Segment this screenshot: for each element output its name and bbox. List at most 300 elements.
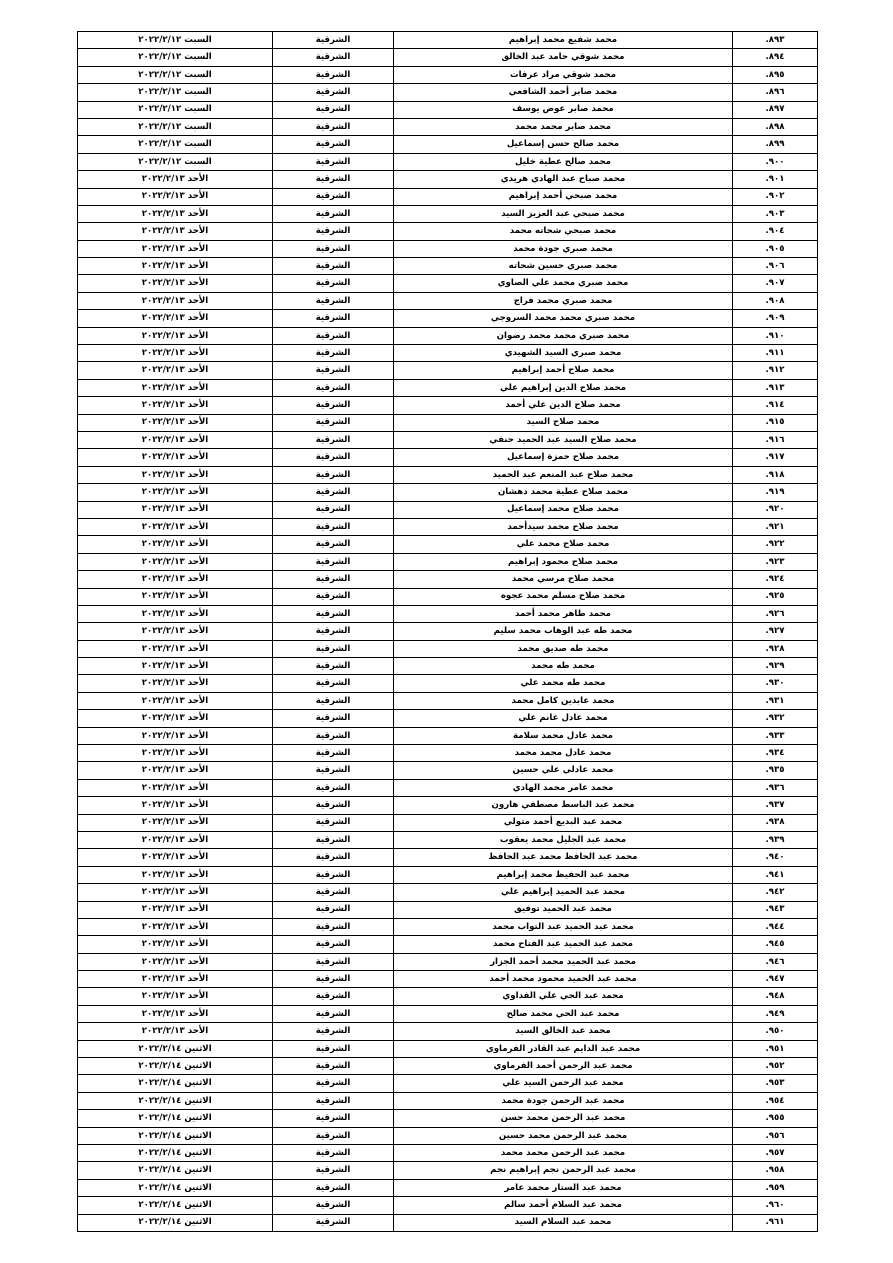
person-name-cell: محمد شوقي حامد عبد الخالق bbox=[394, 49, 733, 66]
governorate-cell: الشرقية bbox=[273, 310, 394, 327]
person-name-cell: محمد صبحي شحاته محمد bbox=[394, 223, 733, 240]
table-row bbox=[78, 258, 818, 275]
table-row bbox=[78, 32, 818, 49]
row-number-cell: ٩٢٢. bbox=[733, 536, 818, 553]
row-number-cell: ٩١٠. bbox=[733, 327, 818, 344]
date-cell: الأحد ٢٠٢٢/٢/١٣ bbox=[78, 345, 273, 362]
person-name-cell: محمد صالح عطية خليل bbox=[394, 153, 733, 170]
date-cell: الأحد ٢٠٢٢/٢/١٣ bbox=[78, 258, 273, 275]
table-row bbox=[78, 66, 818, 83]
person-name-cell: محمد صلاح حمزة إسماعيل bbox=[394, 449, 733, 466]
person-name-cell: محمد عبد الرحمن نجم إبراهيم نجم bbox=[394, 1162, 733, 1179]
governorate-cell: الشرقية bbox=[273, 153, 394, 170]
table-row bbox=[78, 918, 818, 935]
date-cell: السبت ٢٠٢٢/٢/١٢ bbox=[78, 101, 273, 118]
row-number-cell: ٩٥٣. bbox=[733, 1075, 818, 1092]
table-row bbox=[78, 153, 818, 170]
governorate-cell: الشرقية bbox=[273, 466, 394, 483]
governorate-cell: الشرقية bbox=[273, 623, 394, 640]
date-cell: الأحد ٢٠٢٢/٢/١٣ bbox=[78, 831, 273, 848]
governorate-cell: الشرقية bbox=[273, 710, 394, 727]
person-name-cell: محمد عبد الدايم عبد القادر الفرماوي bbox=[394, 1040, 733, 1057]
governorate-cell: الشرقية bbox=[273, 988, 394, 1005]
governorate-cell: الشرقية bbox=[273, 762, 394, 779]
person-name-cell: محمد صلاح محمود إبراهيم bbox=[394, 553, 733, 570]
person-name-cell: محمد صلاح عبد المنعم عبد الحميد bbox=[394, 466, 733, 483]
table-row bbox=[78, 1214, 818, 1231]
date-cell: الاثنين ٢٠٢٢/٢/١٤ bbox=[78, 1197, 273, 1214]
row-number-cell: ٨٩٣. bbox=[733, 32, 818, 49]
row-number-cell: ٩٠١. bbox=[733, 171, 818, 188]
table-row bbox=[78, 327, 818, 344]
person-name-cell: محمد عبد الستار محمد عامر bbox=[394, 1179, 733, 1196]
table-row bbox=[78, 431, 818, 448]
governorate-cell: الشرقية bbox=[273, 971, 394, 988]
table-row bbox=[78, 797, 818, 814]
date-cell: الأحد ٢٠٢٢/٢/١٣ bbox=[78, 553, 273, 570]
date-cell: الأحد ٢٠٢٢/٢/١٣ bbox=[78, 692, 273, 709]
governorate-cell: الشرقية bbox=[273, 1127, 394, 1144]
date-cell: الأحد ٢٠٢٢/٢/١٣ bbox=[78, 484, 273, 501]
governorate-cell: الشرقية bbox=[273, 431, 394, 448]
person-name-cell: محمد طه محمد علي bbox=[394, 675, 733, 692]
governorate-cell: الشرقية bbox=[273, 188, 394, 205]
governorate-cell: الشرقية bbox=[273, 449, 394, 466]
date-cell: السبت ٢٠٢٢/٢/١٢ bbox=[78, 84, 273, 101]
governorate-cell: الشرقية bbox=[273, 1179, 394, 1196]
person-name-cell: محمد صلاح مسلم محمد عجوه bbox=[394, 588, 733, 605]
governorate-cell: الشرقية bbox=[273, 84, 394, 101]
date-cell: الأحد ٢٠٢٢/٢/١٣ bbox=[78, 918, 273, 935]
person-name-cell: محمد شوقي مراد عرفات bbox=[394, 66, 733, 83]
governorate-cell: الشرقية bbox=[273, 240, 394, 257]
date-cell: الأحد ٢٠٢٢/٢/١٣ bbox=[78, 1005, 273, 1022]
table-row bbox=[78, 1110, 818, 1127]
date-cell: الأحد ٢٠٢٢/٢/١٣ bbox=[78, 588, 273, 605]
table-row bbox=[78, 136, 818, 153]
person-name-cell: محمد عبد الحافظ محمد عبد الحافظ bbox=[394, 849, 733, 866]
person-name-cell: محمد عبد الحميد إبراهيم علي bbox=[394, 884, 733, 901]
person-name-cell: محمد عبد الحميد عبد التواب محمد bbox=[394, 918, 733, 935]
person-name-cell: محمد عبد البديع أحمد متولي bbox=[394, 814, 733, 831]
governorate-cell: الشرقية bbox=[273, 553, 394, 570]
governorate-cell: الشرقية bbox=[273, 884, 394, 901]
row-number-cell: ٩١١. bbox=[733, 345, 818, 362]
person-name-cell: محمد صلاح محمد إسماعيل bbox=[394, 501, 733, 518]
table-row bbox=[78, 692, 818, 709]
date-cell: الأحد ٢٠٢٢/٢/١٣ bbox=[78, 571, 273, 588]
governorate-cell: الشرقية bbox=[273, 745, 394, 762]
table-row bbox=[78, 1197, 818, 1214]
person-name-cell: محمد صلاح أحمد إبراهيم bbox=[394, 362, 733, 379]
row-number-cell: ٩٠٢. bbox=[733, 188, 818, 205]
table-row bbox=[78, 362, 818, 379]
date-cell: الاثنين ٢٠٢٢/٢/١٤ bbox=[78, 1214, 273, 1231]
table-row bbox=[78, 1023, 818, 1040]
governorate-cell: الشرقية bbox=[273, 66, 394, 83]
date-cell: الاثنين ٢٠٢٢/٢/١٤ bbox=[78, 1179, 273, 1196]
person-name-cell: محمد طه محمد bbox=[394, 658, 733, 675]
row-number-cell: ٩٤٢. bbox=[733, 884, 818, 901]
person-name-cell: محمد عادل محمد محمد bbox=[394, 745, 733, 762]
table-row bbox=[78, 779, 818, 796]
date-cell: الأحد ٢٠٢٢/٢/١٣ bbox=[78, 501, 273, 518]
row-number-cell: ٨٩٤. bbox=[733, 49, 818, 66]
governorate-cell: الشرقية bbox=[273, 1005, 394, 1022]
date-cell: الأحد ٢٠٢٢/٢/١٣ bbox=[78, 727, 273, 744]
governorate-cell: الشرقية bbox=[273, 101, 394, 118]
table-row bbox=[78, 901, 818, 918]
person-name-cell: محمد صبري محمد محمد رضوان bbox=[394, 327, 733, 344]
table-row bbox=[78, 605, 818, 622]
governorate-cell: الشرقية bbox=[273, 1092, 394, 1109]
person-name-cell: محمد عبد الرحمن جودة محمد bbox=[394, 1092, 733, 1109]
row-number-cell: ٩٣١. bbox=[733, 692, 818, 709]
governorate-cell: الشرقية bbox=[273, 571, 394, 588]
table-row bbox=[78, 953, 818, 970]
table-row bbox=[78, 1179, 818, 1196]
person-name-cell: محمد عبد الجليل محمد يعقوب bbox=[394, 831, 733, 848]
row-number-cell: ٩٣٥. bbox=[733, 762, 818, 779]
date-cell: الاثنين ٢٠٢٢/٢/١٤ bbox=[78, 1075, 273, 1092]
date-cell: الأحد ٢٠٢٢/٢/١٣ bbox=[78, 988, 273, 1005]
date-cell: السبت ٢٠٢٢/٢/١٢ bbox=[78, 49, 273, 66]
row-number-cell: ٩٤٠. bbox=[733, 849, 818, 866]
governorate-cell: الشرقية bbox=[273, 362, 394, 379]
roster-body bbox=[78, 32, 818, 1232]
table-row bbox=[78, 84, 818, 101]
governorate-cell: الشرقية bbox=[273, 118, 394, 135]
row-number-cell: ٩٠٧. bbox=[733, 275, 818, 292]
row-number-cell: ٩٣٣. bbox=[733, 727, 818, 744]
date-cell: الأحد ٢٠٢٢/٢/١٣ bbox=[78, 240, 273, 257]
table-row bbox=[78, 205, 818, 222]
date-cell: السبت ٢٠٢٢/٢/١٢ bbox=[78, 66, 273, 83]
person-name-cell: محمد صلاح الدين إبراهيم علي bbox=[394, 379, 733, 396]
row-number-cell: ٩٢٤. bbox=[733, 571, 818, 588]
governorate-cell: الشرقية bbox=[273, 275, 394, 292]
person-name-cell: محمد صابر عوض يوسف bbox=[394, 101, 733, 118]
table-row bbox=[78, 710, 818, 727]
governorate-cell: الشرقية bbox=[273, 1214, 394, 1231]
table-row bbox=[78, 118, 818, 135]
person-name-cell: محمد صبري جودة محمد bbox=[394, 240, 733, 257]
row-number-cell: ٨٩٥. bbox=[733, 66, 818, 83]
table-row bbox=[78, 379, 818, 396]
date-cell: الاثنين ٢٠٢٢/٢/١٤ bbox=[78, 1145, 273, 1162]
person-name-cell: محمد عامر محمد الهادي bbox=[394, 779, 733, 796]
date-cell: الأحد ٢٠٢٢/٢/١٣ bbox=[78, 762, 273, 779]
person-name-cell: محمد صلاح محمد سيدأحمد bbox=[394, 518, 733, 535]
governorate-cell: الشرقية bbox=[273, 797, 394, 814]
governorate-cell: الشرقية bbox=[273, 1110, 394, 1127]
governorate-cell: الشرقية bbox=[273, 849, 394, 866]
person-name-cell: محمد صبحي عبد العزيز السيد bbox=[394, 205, 733, 222]
governorate-cell: الشرقية bbox=[273, 779, 394, 796]
table-row bbox=[78, 240, 818, 257]
row-number-cell: ٩٠٦. bbox=[733, 258, 818, 275]
row-number-cell: ٩٥٧. bbox=[733, 1145, 818, 1162]
governorate-cell: الشرقية bbox=[273, 1058, 394, 1075]
table-row bbox=[78, 397, 818, 414]
date-cell: الأحد ٢٠٢٢/٢/١٣ bbox=[78, 327, 273, 344]
row-number-cell: ٩٥١. bbox=[733, 1040, 818, 1057]
row-number-cell: ٩٥٠. bbox=[733, 1023, 818, 1040]
governorate-cell: الشرقية bbox=[273, 1075, 394, 1092]
person-name-cell: محمد صابر أحمد الشافعي bbox=[394, 84, 733, 101]
roster-table bbox=[77, 31, 818, 1232]
governorate-cell: الشرقية bbox=[273, 518, 394, 535]
date-cell: الأحد ٢٠٢٢/٢/١٣ bbox=[78, 431, 273, 448]
person-name-cell: محمد صبري حسين شحاته bbox=[394, 258, 733, 275]
governorate-cell: الشرقية bbox=[273, 727, 394, 744]
governorate-cell: الشرقية bbox=[273, 588, 394, 605]
table-row bbox=[78, 1092, 818, 1109]
table-row bbox=[78, 1127, 818, 1144]
date-cell: الاثنين ٢٠٢٢/٢/١٤ bbox=[78, 1127, 273, 1144]
row-number-cell: ٩١٢. bbox=[733, 362, 818, 379]
governorate-cell: الشرقية bbox=[273, 223, 394, 240]
table-row bbox=[78, 745, 818, 762]
row-number-cell: ٩٠٥. bbox=[733, 240, 818, 257]
person-name-cell: محمد عبد الرحمن محمد حسين bbox=[394, 1127, 733, 1144]
person-name-cell: محمد عبد الباسط مصطفي هارون bbox=[394, 797, 733, 814]
date-cell: الأحد ٢٠٢٢/٢/١٣ bbox=[78, 814, 273, 831]
table-row bbox=[78, 988, 818, 1005]
person-name-cell: محمد طاهر محمد أحمد bbox=[394, 605, 733, 622]
row-number-cell: ٩٤٦. bbox=[733, 953, 818, 970]
governorate-cell: الشرقية bbox=[273, 814, 394, 831]
date-cell: الأحد ٢٠٢٢/٢/١٣ bbox=[78, 779, 273, 796]
table-row bbox=[78, 640, 818, 657]
row-number-cell: ٩١٩. bbox=[733, 484, 818, 501]
row-number-cell: ٩٣٠. bbox=[733, 675, 818, 692]
governorate-cell: الشرقية bbox=[273, 536, 394, 553]
table-row bbox=[78, 553, 818, 570]
person-name-cell: محمد صالح حسن إسماعيل bbox=[394, 136, 733, 153]
date-cell: الأحد ٢٠٢٢/٢/١٣ bbox=[78, 623, 273, 640]
person-name-cell: محمد عادلي علي حسين bbox=[394, 762, 733, 779]
person-name-cell: محمد عبد السلام السيد bbox=[394, 1214, 733, 1231]
table-row bbox=[78, 501, 818, 518]
row-number-cell: ٩٠٨. bbox=[733, 292, 818, 309]
person-name-cell: محمد صباح عبد الهادي هريدي bbox=[394, 171, 733, 188]
row-number-cell: ٩١٧. bbox=[733, 449, 818, 466]
row-number-cell: ٨٩٨. bbox=[733, 118, 818, 135]
date-cell: الأحد ٢٠٢٢/٢/١٣ bbox=[78, 275, 273, 292]
table-row bbox=[78, 275, 818, 292]
table-row bbox=[78, 345, 818, 362]
date-cell: الأحد ٢٠٢٢/٢/١٣ bbox=[78, 223, 273, 240]
person-name-cell: محمد عبد الرحمن السيد علي bbox=[394, 1075, 733, 1092]
date-cell: الاثنين ٢٠٢٢/٢/١٤ bbox=[78, 1040, 273, 1057]
person-name-cell: محمد طه صديق محمد bbox=[394, 640, 733, 657]
governorate-cell: الشرقية bbox=[273, 397, 394, 414]
row-number-cell: ٩٥٥. bbox=[733, 1110, 818, 1127]
person-name-cell: محمد صلاح السيد bbox=[394, 414, 733, 431]
row-number-cell: ٩٢١. bbox=[733, 518, 818, 535]
table-row bbox=[78, 588, 818, 605]
person-name-cell: محمد عبد الخالق السيد bbox=[394, 1023, 733, 1040]
table-row bbox=[78, 49, 818, 66]
person-name-cell: محمد عبد الحفيظ محمد إبراهيم bbox=[394, 866, 733, 883]
governorate-cell: الشرقية bbox=[273, 258, 394, 275]
row-number-cell: ٩٠٤. bbox=[733, 223, 818, 240]
governorate-cell: الشرقية bbox=[273, 640, 394, 657]
table-row bbox=[78, 466, 818, 483]
table-row bbox=[78, 310, 818, 327]
table-row bbox=[78, 1058, 818, 1075]
governorate-cell: الشرقية bbox=[273, 605, 394, 622]
date-cell: الأحد ٢٠٢٢/٢/١٣ bbox=[78, 849, 273, 866]
date-cell: الأحد ٢٠٢٢/٢/١٣ bbox=[78, 797, 273, 814]
person-name-cell: محمد عبد السلام أحمد سالم bbox=[394, 1197, 733, 1214]
row-number-cell: ٩١٥. bbox=[733, 414, 818, 431]
table-row bbox=[78, 449, 818, 466]
date-cell: الأحد ٢٠٢٢/٢/١٣ bbox=[78, 640, 273, 657]
date-cell: الأحد ٢٠٢٢/٢/١٣ bbox=[78, 518, 273, 535]
date-cell: الأحد ٢٠٢٢/٢/١٣ bbox=[78, 397, 273, 414]
governorate-cell: الشرقية bbox=[273, 918, 394, 935]
row-number-cell: ٩١٦. bbox=[733, 431, 818, 448]
governorate-cell: الشرقية bbox=[273, 866, 394, 883]
date-cell: الأحد ٢٠٢٢/٢/١٣ bbox=[78, 675, 273, 692]
governorate-cell: الشرقية bbox=[273, 345, 394, 362]
person-name-cell: محمد صلاح الدين علي أحمد bbox=[394, 397, 733, 414]
governorate-cell: الشرقية bbox=[273, 936, 394, 953]
row-number-cell: ٩٢٥. bbox=[733, 588, 818, 605]
row-number-cell: ٩٣٧. bbox=[733, 797, 818, 814]
date-cell: الأحد ٢٠٢٢/٢/١٣ bbox=[78, 936, 273, 953]
date-cell: الأحد ٢٠٢٢/٢/١٣ bbox=[78, 884, 273, 901]
date-cell: السبت ٢٠٢٢/٢/١٢ bbox=[78, 118, 273, 135]
person-name-cell: محمد طه عبد الوهاب محمد سليم bbox=[394, 623, 733, 640]
row-number-cell: ٩٢٩. bbox=[733, 658, 818, 675]
date-cell: الأحد ٢٠٢٢/٢/١٣ bbox=[78, 205, 273, 222]
row-number-cell: ٩٠٩. bbox=[733, 310, 818, 327]
table-row bbox=[78, 101, 818, 118]
date-cell: الأحد ٢٠٢٢/٢/١٣ bbox=[78, 414, 273, 431]
governorate-cell: الشرقية bbox=[273, 692, 394, 709]
date-cell: الأحد ٢٠٢٢/٢/١٣ bbox=[78, 745, 273, 762]
row-number-cell: ٨٩٧. bbox=[733, 101, 818, 118]
person-name-cell: محمد عبد الرحمن محمد حسن bbox=[394, 1110, 733, 1127]
governorate-cell: الشرقية bbox=[273, 327, 394, 344]
governorate-cell: الشرقية bbox=[273, 49, 394, 66]
table-row bbox=[78, 675, 818, 692]
row-number-cell: ٩١٨. bbox=[733, 466, 818, 483]
person-name-cell: محمد صبري محمد فراج bbox=[394, 292, 733, 309]
governorate-cell: الشرقية bbox=[273, 1197, 394, 1214]
date-cell: الاثنين ٢٠٢٢/٢/١٤ bbox=[78, 1092, 273, 1109]
table-row bbox=[78, 188, 818, 205]
row-number-cell: ٩٣٦. bbox=[733, 779, 818, 796]
governorate-cell: الشرقية bbox=[273, 1040, 394, 1057]
row-number-cell: ٩٥٦. bbox=[733, 1127, 818, 1144]
row-number-cell: ٩٢٣. bbox=[733, 553, 818, 570]
governorate-cell: الشرقية bbox=[273, 1023, 394, 1040]
date-cell: الأحد ٢٠٢٢/٢/١٣ bbox=[78, 710, 273, 727]
date-cell: الأحد ٢٠٢٢/٢/١٣ bbox=[78, 188, 273, 205]
table-row bbox=[78, 1162, 818, 1179]
table-row bbox=[78, 571, 818, 588]
row-number-cell: ٩٢٠. bbox=[733, 501, 818, 518]
person-name-cell: محمد عبد الحميد محمود محمد أحمد bbox=[394, 971, 733, 988]
date-cell: الأحد ٢٠٢٢/٢/١٣ bbox=[78, 171, 273, 188]
date-cell: الاثنين ٢٠٢٢/٢/١٤ bbox=[78, 1162, 273, 1179]
table-row bbox=[78, 1145, 818, 1162]
person-name-cell: محمد عابدين كامل محمد bbox=[394, 692, 733, 709]
row-number-cell: ٩٥٨. bbox=[733, 1162, 818, 1179]
row-number-cell: ٩٣٢. bbox=[733, 710, 818, 727]
table-row bbox=[78, 1075, 818, 1092]
row-number-cell: ٩٢٧. bbox=[733, 623, 818, 640]
row-number-cell: ٩٠٣. bbox=[733, 205, 818, 222]
governorate-cell: الشرقية bbox=[273, 953, 394, 970]
date-cell: الأحد ٢٠٢٢/٢/١٣ bbox=[78, 310, 273, 327]
row-number-cell: ٩٥٩. bbox=[733, 1179, 818, 1196]
row-number-cell: ٨٩٩. bbox=[733, 136, 818, 153]
person-name-cell: محمد صلاح عطية محمد دهشان bbox=[394, 484, 733, 501]
table-row bbox=[78, 971, 818, 988]
date-cell: الأحد ٢٠٢٢/٢/١٣ bbox=[78, 971, 273, 988]
table-row bbox=[78, 831, 818, 848]
date-cell: الأحد ٢٠٢٢/٢/١٣ bbox=[78, 466, 273, 483]
table-row bbox=[78, 658, 818, 675]
table-row bbox=[78, 484, 818, 501]
person-name-cell: محمد صلاح محمد علي bbox=[394, 536, 733, 553]
person-name-cell: محمد عادل غانم علي bbox=[394, 710, 733, 727]
governorate-cell: الشرقية bbox=[273, 414, 394, 431]
person-name-cell: محمد عبد الحي علي الفداوي bbox=[394, 988, 733, 1005]
person-name-cell: محمد صلاح السيد عبد الحميد حنفي bbox=[394, 431, 733, 448]
date-cell: الأحد ٢٠٢٢/٢/١٣ bbox=[78, 953, 273, 970]
governorate-cell: الشرقية bbox=[273, 901, 394, 918]
table-row bbox=[78, 536, 818, 553]
row-number-cell: ٩٤٥. bbox=[733, 936, 818, 953]
row-number-cell: ٩٤١. bbox=[733, 866, 818, 883]
governorate-cell: الشرقية bbox=[273, 205, 394, 222]
governorate-cell: الشرقية bbox=[273, 1145, 394, 1162]
governorate-cell: الشرقية bbox=[273, 501, 394, 518]
person-name-cell: محمد صلاح مرسي محمد bbox=[394, 571, 733, 588]
date-cell: السبت ٢٠٢٢/٢/١٢ bbox=[78, 136, 273, 153]
table-row bbox=[78, 1040, 818, 1057]
governorate-cell: الشرقية bbox=[273, 1162, 394, 1179]
row-number-cell: ٩٣٨. bbox=[733, 814, 818, 831]
person-name-cell: محمد عبد الرحمن أحمد الفرماوي bbox=[394, 1058, 733, 1075]
table-row bbox=[78, 866, 818, 883]
row-number-cell: ٩٣٤. bbox=[733, 745, 818, 762]
governorate-cell: الشرقية bbox=[273, 136, 394, 153]
row-number-cell: ٩٤٣. bbox=[733, 901, 818, 918]
date-cell: الأحد ٢٠٢٢/٢/١٣ bbox=[78, 658, 273, 675]
date-cell: الأحد ٢٠٢٢/٢/١٣ bbox=[78, 605, 273, 622]
date-cell: الأحد ٢٠٢٢/٢/١٣ bbox=[78, 449, 273, 466]
person-name-cell: محمد عبد الحي محمد صالح bbox=[394, 1005, 733, 1022]
row-number-cell: ٩١٣. bbox=[733, 379, 818, 396]
governorate-cell: الشرقية bbox=[273, 32, 394, 49]
governorate-cell: الشرقية bbox=[273, 171, 394, 188]
governorate-cell: الشرقية bbox=[273, 658, 394, 675]
person-name-cell: محمد عادل محمد سلامة bbox=[394, 727, 733, 744]
date-cell: الاثنين ٢٠٢٢/٢/١٤ bbox=[78, 1110, 273, 1127]
table-row bbox=[78, 623, 818, 640]
row-number-cell: ٨٩٦. bbox=[733, 84, 818, 101]
person-name-cell: محمد عبد الحميد عبد الفتاح محمد bbox=[394, 936, 733, 953]
person-name-cell: محمد عبد الرحمن محمد محمد bbox=[394, 1145, 733, 1162]
date-cell: الأحد ٢٠٢٢/٢/١٣ bbox=[78, 536, 273, 553]
